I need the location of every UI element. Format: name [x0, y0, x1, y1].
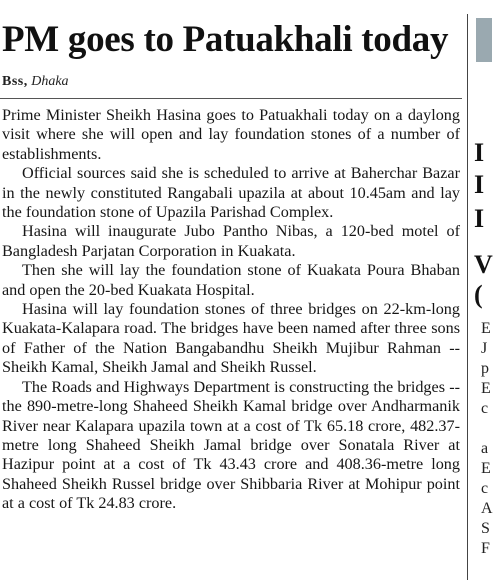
adjacent-text-fragment: a [481, 440, 489, 457]
adjacent-text-fragment: p [481, 360, 489, 377]
adjacent-text-fragment: J [481, 340, 488, 357]
adjacent-text-fragment: E [481, 320, 491, 337]
adjacent-text-fragment: A [481, 500, 493, 517]
adjacent-photo [476, 18, 492, 62]
adjacent-text-fragment: E [481, 380, 491, 397]
article-paragraph: Hasina will inaugurate Jubo Pantho Nibas, a 120-bed motel of Bangladesh Parjatan Corporation in Kuakata. [2, 222, 460, 260]
adjacent-text-fragment: c [481, 400, 489, 417]
byline-place: Dhaka [31, 74, 69, 89]
adjacent-text-fragment: E [481, 460, 491, 477]
byline [2, 74, 69, 90]
adjacent-headline-fragment: V [474, 250, 493, 279]
article-paragraph: The Roads and Highways Department is constructing the bridges -- the 890-metre-long Shaheed Sheikh Kamal bridge over Andharmanik River near Kalapara upazila town at a cost of Tk 65.18 crore, 482.37-metre long Shaheed Sheikh Jamal bridge over Sonatala River at Hazipur point at a cost of Tk 43.43 crore and 408.36-metre long Shaheed Sheikh Russel bridge over Shibbaria River at Mohipur point at a cost of Tk 24.83 crore. [2, 377, 460, 513]
column-divider [467, 14, 468, 580]
article-body [2, 106, 460, 514]
article-paragraph: Hasina will lay foundation stones of three bridges on 22-km-long Kuakata-Kalapara road. The bridges have been named after three sons of Father of the Nation Bangabandhu Sheikh Mujibur Rahman -- Sheikh Kamal, Sheikh Jamal and Sheikh Russel. [2, 300, 460, 377]
article-headline: PM goes to Patuakhali today [2, 19, 449, 60]
article-paragraph: Official sources said she is scheduled to arrive at Baherchar Bazar in the newly constituted Rangabali upazila at about 10.45am and lay the foundation stone of Upazila Parishad Complex. [2, 164, 460, 222]
adjacent-text-fragment: S [481, 520, 490, 537]
byline-rule [0, 98, 462, 99]
article-paragraph: Prime Minister Sheikh Hasina goes to Patuakhali today on a daylong visit where she will open and lay foundation stones of a number of establishments. [2, 106, 460, 163]
adjacent-headline-fragment: I [474, 170, 485, 199]
adjacent-text-fragment: c [481, 480, 489, 497]
adjacent-headline-fragment: I [474, 204, 485, 233]
adjacent-text-fragment: F [481, 540, 490, 557]
adjacent-column [470, 0, 493, 581]
adjacent-headline-fragment: I [474, 138, 485, 167]
adjacent-headline-fragment: ( [474, 280, 483, 309]
article-paragraph: Then she will lay the foundation stone of Kuakata Poura Bhaban and open the 20-bed Kuakata Hospital. [2, 261, 460, 299]
byline-agency: Bss, [2, 74, 28, 89]
